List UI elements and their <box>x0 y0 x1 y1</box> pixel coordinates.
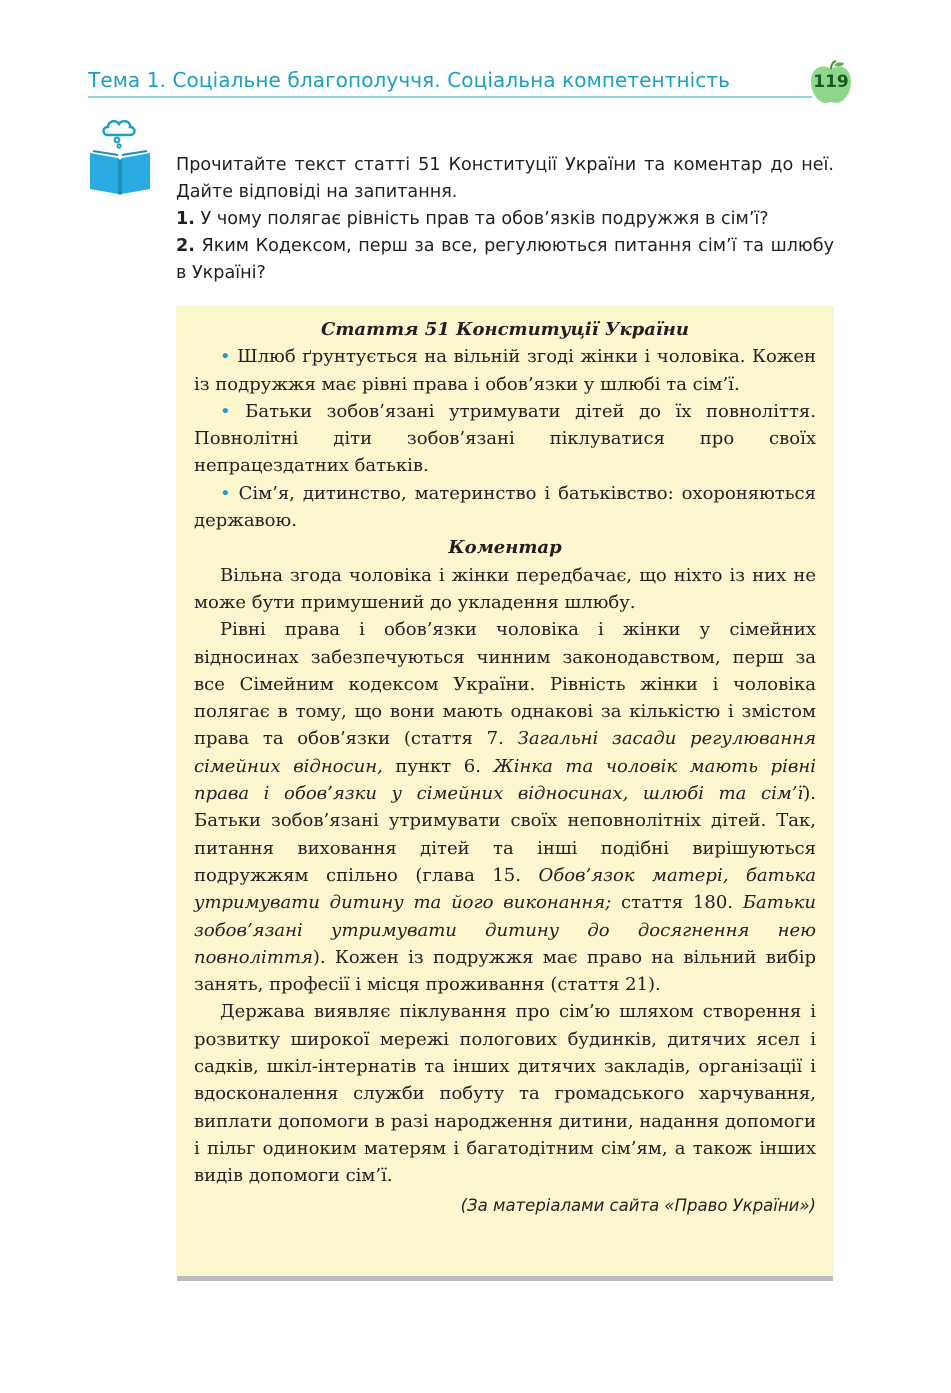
commentary-italic: Жінка та чоловік мають рівні права і обов’язки у сімейних відносинах, шлюбі та сім’ї <box>194 755 816 805</box>
article-paragraph-3 <box>194 480 816 535</box>
commentary-paragraph-2 <box>194 616 816 998</box>
commentary-paragraph-1: Вільна згода чоловіка і жінки передбачає, що ніхто із них не може бути примушений до укладення шлюбу. <box>194 564 816 613</box>
commentary-italic: Батьки зобов’язані утримувати дитину до досягнення нею повноліття <box>194 892 816 968</box>
reading-book-icon <box>88 113 152 195</box>
article-title: Стаття 51 Конституції України <box>321 319 689 340</box>
article-box <box>176 306 834 1276</box>
bullet-icon: • <box>220 346 231 368</box>
article-paragraph-1-text: Шлюб ґрунтується на вільній згоді жінки і чоловіка. Кожен із подружжя має рівні права і обов’язки у шлюбі та сім’ї. <box>194 346 816 395</box>
task-instructions <box>176 152 834 287</box>
page-number: 119 <box>813 72 849 92</box>
question-2-number: 2. <box>176 236 195 256</box>
commentary-paragraph-3: Держава виявляє піклування про сім’ю шляхом створення і розвитку широкої мережі пологових будинків, дитячих ясел і садків, шкіл-інтернатів та інших дитячих закладів, організації і вдосконалення служби побуту та громадського харчування, виплати допомоги в разі народження дитини, надання допомоги і пільг одиноким матерям і багатодітним сім’ям, а також інших видів допомоги сім’ї. <box>194 1001 816 1187</box>
source-citation: (За матеріалами сайта «Право України») <box>460 1195 816 1215</box>
header-divider <box>88 96 812 98</box>
question-1-text: У чому полягає рівність прав та обов’язків подружжя в сім’ї? <box>194 209 769 229</box>
question-1-number: 1. <box>176 209 195 229</box>
page-header <box>88 62 848 102</box>
commentary-title: Коментар <box>448 537 562 559</box>
topic-title: Тема 1. Соціальне благополуччя. Соціальна компетентність <box>88 68 731 92</box>
commentary-italic: Загальні засади регулювання сімейних відносин, <box>194 728 816 777</box>
article-paragraph-2-text: Батьки зобов’язані утримувати дітей до їх повноліття. Повнолітні діти зобов’язані піклуватися про своїх непрацездатних батьків. <box>194 400 816 477</box>
article-paragraph-1 <box>194 343 816 398</box>
question-2-text: Яким Кодексом, перш за все, регулюються питання сім’ї та шлюбу в Україні? <box>176 236 834 283</box>
article-paragraph-3-text: Сім’я, дитинство, материнство і батьківство: охороняються державою. <box>194 482 816 532</box>
task-intro: Прочитайте текст статті 51 Конституції України та коментар до неї. Дайте відповіді на запитання. <box>176 155 834 202</box>
commentary-italic: Обов’язок матері, батька утримувати дитину та його виконання; <box>194 864 816 914</box>
bullet-icon: • <box>220 400 231 422</box>
article-paragraph-2 <box>194 398 816 480</box>
commentary-text: ). Батьки зобов’язані утримувати своїх неповнолітніх дітей. Так, питання виховання дітей та інші подібні вирішуються подружжям спільно (глава 15. <box>194 783 816 886</box>
commentary-text: ). Кожен із подружжя має право на вільний вибір занять, професії і місця проживання (стаття 21). <box>194 946 816 996</box>
commentary-text: пункт 6. <box>382 755 494 777</box>
page-number-badge <box>808 60 854 104</box>
question-2 <box>176 233 834 287</box>
commentary-text: стаття 180. <box>611 892 743 914</box>
commentary-text: Рівні права і обов’язки чоловіка і жінки у сімейних відносинах забезпечуються чинним законодавством, перш за все Сімейним кодексом України. Рівність жінки і чоловіка полягає в тому, що вони мають однакові за кількістю і змістом права та обов’язки (стаття 7. <box>194 619 816 750</box>
question-1 <box>176 206 834 233</box>
bullet-icon: • <box>220 482 231 504</box>
